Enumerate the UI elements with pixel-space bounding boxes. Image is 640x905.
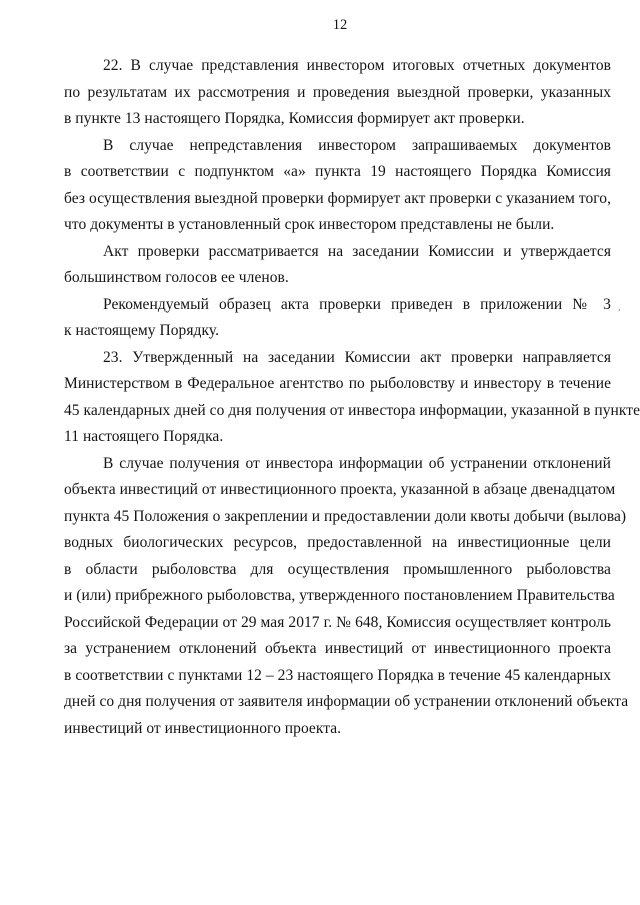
paragraph-23-line-3: 45 календарных дней со дня получения от инвестора информации, указанной в пункте: [64, 402, 640, 419]
paragraph-deviations-line-1: В случае получения от инвестора информации об устранении отклонений: [103, 455, 611, 472]
paragraph-act-review-line-2: большинством голосов ее членов.: [64, 269, 289, 286]
paragraph-deviations-line-9: в соответствии с пунктами 12 – 23 настоящего Порядка в течение 45 календарных: [64, 667, 611, 684]
paragraph-deviations-line-10: дней со дня получения от заявителя информации об устранении отклонений объекта: [64, 693, 629, 710]
paragraph-deviations-line-8: за устранением отклонений объекта инвестиций от инвестиционного проекта: [64, 640, 611, 657]
paragraph-sample-line-1: Рекомендуемый образец акта проверки приведен в приложении № 3: [103, 296, 611, 313]
paragraph-nonsubmission-line-3: без осуществления выездной проверки формирует акт проверки с указанием того,: [64, 190, 611, 207]
paragraph-sample-line-2: к настоящему Порядку.: [64, 322, 220, 339]
paragraph-22-line-3: в пункте 13 настоящего Порядка, Комиссия формирует акт проверки.: [64, 110, 525, 127]
paragraph-deviations-line-3: пункта 45 Положения о закреплении и предоставлении доли квоты добычи (вылова): [64, 508, 627, 525]
paragraph-nonsubmission-line-1: В случае непредставления инвестором запрашиваемых документов: [103, 137, 611, 154]
paragraph-deviations-line-7: Российской Федерации от 29 мая 2017 г. № 648, Комиссия осуществляет контроль: [64, 614, 611, 631]
scan-mark: ,: [618, 302, 621, 313]
paragraph-deviations-line-5: в области рыболовства для осуществления промышленного рыболовства: [64, 561, 611, 578]
paragraph-23-line-2: Министерством в Федеральное агентство по рыболовству и инвестору в течение: [64, 375, 611, 392]
paragraph-22-line-2: по результатам их рассмотрения и проведения выездной проверки, указанных: [64, 84, 611, 101]
paragraph-deviations-line-2: объекта инвестиций от инвестиционного проекта, указанной в абзаце двенадцатом: [64, 481, 616, 498]
paragraph-nonsubmission-line-2: в соответствии с подпунктом «а» пункта 19 настоящего Порядка Комиссия: [64, 163, 611, 180]
paragraph-23-line-1: 23. Утвержденный на заседании Комиссии акт проверки направляется: [103, 349, 611, 366]
paragraph-23-line-4: 11 настоящего Порядка.: [64, 428, 224, 445]
page-number: 12: [332, 17, 348, 33]
paragraph-nonsubmission-line-4: что документы в установленный срок инвестором представлены не были.: [64, 216, 555, 233]
paragraph-act-review-line-1: Акт проверки рассматривается на заседании Комиссии и утверждается: [103, 243, 611, 260]
paragraph-deviations-line-11: инвестиций от инвестиционного проекта.: [64, 720, 342, 737]
paragraph-deviations-line-4: водных биологических ресурсов, предоставленной на инвестиционные цели: [64, 534, 611, 551]
paragraph-22-line-1: 22. В случае представления инвестором итоговых отчетных документов: [103, 57, 611, 74]
paragraph-deviations-line-6: и (или) прибрежного рыболовства, утвержденного постановлением Правительства: [64, 587, 615, 604]
